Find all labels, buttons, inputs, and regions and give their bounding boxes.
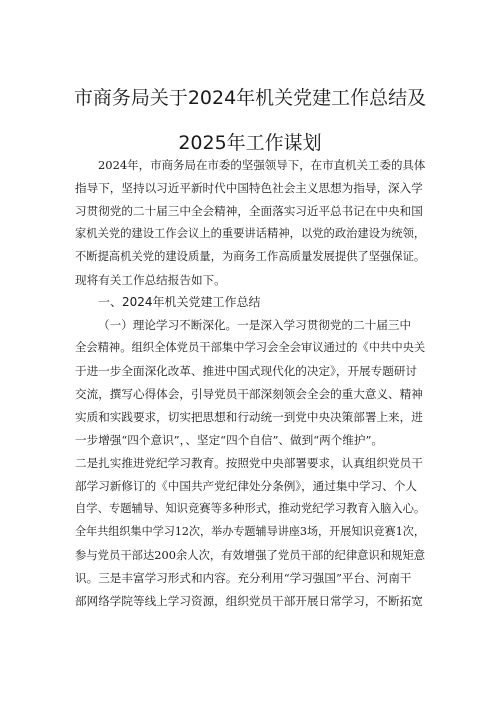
body-line: 自学、专题辅导、知识竞赛等多种形式，推动党纪学习教育入脑入心。 — [75, 502, 426, 515]
body-line: 二是扎实推进党纪学习教育。按照党中央部署要求，认真组织党员干 — [75, 456, 423, 470]
body-line: 识。三是丰富学习形式和内容。充分利用“学习强国”平台、河南干 — [75, 571, 412, 585]
body-line: 部学习新修订的《中国共产党纪律处分条例》，通过集中学习、个人 — [75, 479, 418, 493]
intro-line: 2024年，市商务局在市委的坚强领导下，在市直机关工委的具体 — [98, 158, 426, 172]
body-line: 于进一步全面深化改革、推进中国式现代化的决定》，开展专题研讨 — [75, 364, 418, 378]
intro-line: 现将有关工作总结报告如下。 — [75, 273, 226, 287]
body-line: 全年共组织集中学习12次，举办专题辅导讲座3场，开展知识竞赛1次， — [75, 525, 425, 538]
intro-line: 不断提高机关党的建设质量，为商务工作高质量发展提供了坚强保证。 — [75, 250, 426, 263]
body-line: 参与党员干部达200余人次，有效增强了党员干部的纪律意识和规矩意 — [75, 548, 426, 562]
body-line: （一）理论学习不断深化。一是深入学习贯彻党的二十届三中 — [98, 318, 412, 332]
body-line: 一步增强“四个意识”，、坚定“四个自信”、做到“两个维护”。 — [75, 433, 384, 447]
body-line: 交流，撰写心得体会，引导党员干部深刻领会全会的重大意义、精神 — [75, 387, 423, 401]
document-title-line-1: 市商务局关于2024年机关党建工作总结及 — [73, 87, 427, 109]
intro-line: 习贯彻党的二十届三中全会精神，全面落实习近平总书记在中央和国 — [75, 204, 423, 218]
intro-line: 指导下，坚持以习近平新时代中国特色社会主义思想为指导，深入学 — [75, 181, 423, 195]
body-line: 实质和实践要求，切实把思想和行动统一到党中央决策部署上来，进 — [75, 410, 423, 424]
body-line: 部网络学院等线上学习资源，组织党员干部开展日常学习，不断拓宽 — [75, 594, 423, 608]
section-heading: 一、2024年机关党建工作总结 — [98, 295, 261, 309]
document-title-line-2: 2025年工作谋划 — [178, 132, 322, 154]
body-line: 全会精神。组织全体党员干部集中学习会全会审议通过的《中共中央关 — [75, 341, 426, 354]
intro-line: 家机关党的建设工作会议上的重要讲话精神，以党的政治建设为统领， — [75, 227, 426, 240]
